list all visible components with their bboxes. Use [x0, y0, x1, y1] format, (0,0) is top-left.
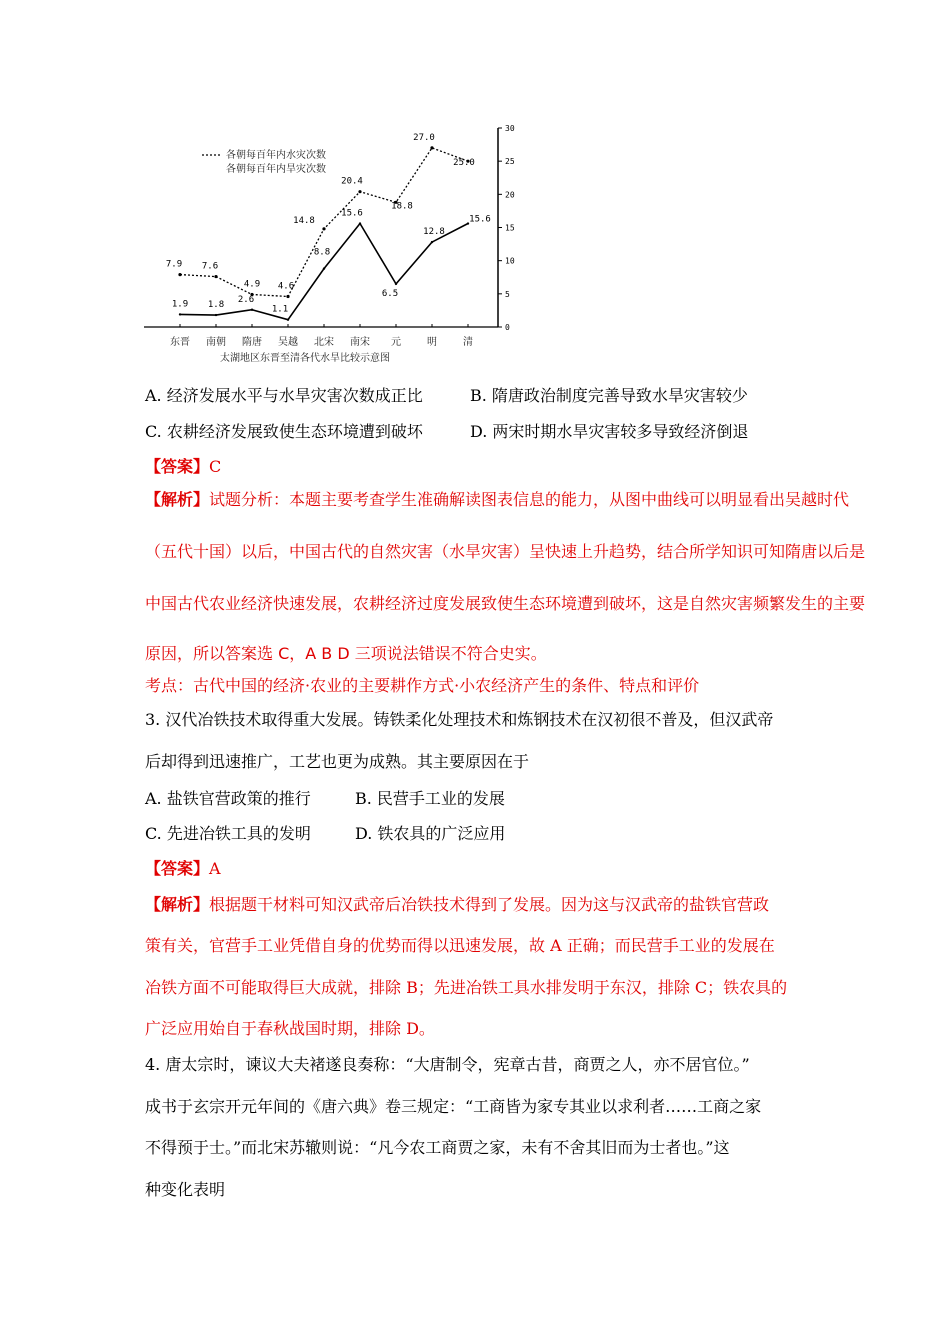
- data-point: [286, 295, 289, 298]
- q3-analysis-line-1: [145, 893, 769, 917]
- q3-option-a[interactable]: A. 盐铁官营政策的推行: [145, 789, 311, 808]
- data-point: [358, 190, 361, 193]
- y-tick-label: 30: [505, 124, 515, 133]
- data-point: [215, 314, 217, 316]
- q2-analysis-text-1: 试题分析：本题主要考查学生准确解读图表信息的能力，从图中曲线可以明显看出吴越时代: [209, 490, 850, 509]
- data-label: 4.6: [277, 281, 295, 292]
- x-tick-label: 南宋: [350, 337, 370, 348]
- y-tick-label: 10: [505, 256, 515, 266]
- q2-answer: [145, 455, 221, 479]
- q3-option-b[interactable]: B. 民营手工业的发展: [355, 789, 505, 808]
- x-tick-label: 清: [463, 337, 473, 348]
- q4-stem-line-2: 成书于玄宗开元年间的《唐六典》卷三规定：“工商皆为家专其业以求利者……工商之家: [145, 1097, 762, 1116]
- data-label: 7.9: [165, 259, 183, 270]
- q3-analysis-line-4: 广泛应用始自于春秋战国时期，排除 D。: [145, 1019, 435, 1038]
- q2-analysis-line-1: [145, 488, 849, 512]
- x-tick-label: 北宋: [314, 337, 334, 348]
- x-tick-label: 明: [427, 337, 437, 348]
- legend-label-flood: 各朝每百年内水灾次数: [226, 150, 326, 161]
- data-point: [251, 309, 253, 311]
- data-point: [431, 241, 433, 243]
- y-tick-label: 0: [505, 323, 510, 332]
- q3-analysis-line-2: 策有关，官营手工业凭借自身的优势而得以迅速发展，故 A 正确；而民营手工业的发展在: [145, 936, 775, 955]
- q3-analysis-label: 【解析】: [145, 895, 210, 914]
- q3-stem-line-2: 后却得到迅速推广，工艺也更为成熟。其主要原因在于: [145, 752, 530, 771]
- q3-answer-label: 【答案】: [145, 859, 210, 878]
- data-point: [179, 313, 181, 315]
- q3-option-d[interactable]: D. 铁农具的广泛应用: [355, 824, 506, 843]
- q3-option-c[interactable]: C. 先进冶铁工具的发明: [145, 824, 311, 843]
- data-point: [178, 273, 181, 276]
- q2-points: 考点：古代中国的经济·农业的主要耕作方式·小农经济产生的条件、特点和评价: [145, 676, 700, 695]
- y-tick-label: 5: [505, 289, 510, 299]
- y-tick-label: 15: [505, 223, 515, 233]
- data-point: [430, 146, 433, 149]
- q2-option-c[interactable]: C. 农耕经济发展致使生态环境遭到破坏: [145, 422, 423, 441]
- data-label: 20.4: [341, 176, 363, 187]
- q3-answer: [145, 857, 221, 881]
- data-label: 2.6: [237, 294, 255, 305]
- q2-analysis-label: 【解析】: [145, 490, 210, 509]
- data-point: [359, 222, 361, 224]
- data-label: 15.6: [341, 208, 363, 219]
- q4-stem-line-1: 4. 唐太宗时，谏议大夫褚遂良奏称：“大唐制令，宪章古昔，商贾之人，亦不居官位。”: [145, 1055, 750, 1074]
- data-point: [287, 319, 289, 321]
- y-tick-label: 25: [505, 157, 515, 167]
- q2-analysis-line-3: 中国古代农业经济快速发展，农耕经济过度发展致使生态环境遭到破坏，这是自然灾害频繁发生的主要: [145, 594, 866, 613]
- q3-answer-value: A: [209, 859, 221, 878]
- q4-stem-line-3: 不得预于士。”而北宋苏辙则说：“凡今农工商贾之家，未有不舍其旧而为士者也。”这: [145, 1138, 730, 1157]
- data-label: 18.8: [391, 201, 413, 212]
- data-label: 4.9: [243, 279, 261, 290]
- x-tick-label: 隋唐: [242, 337, 262, 348]
- q2-analysis-line-4: 原因，所以答案选 C，A B D 三项说法错误不符合史实。: [145, 644, 547, 663]
- data-label: 27.0: [413, 132, 435, 143]
- x-tick-label: 元: [391, 337, 401, 348]
- q2-analysis-line-2: （五代十国）以后，中国古代的自然灾害（水旱灾害）呈快速上升趋势，结合所学知识可知隋唐以后是: [145, 542, 866, 561]
- chart-svg: [140, 120, 530, 370]
- q2-answer-value: C: [209, 457, 222, 476]
- data-label: 8.8: [313, 247, 331, 258]
- data-label: 1.9: [171, 299, 189, 310]
- x-tick-label: 东晋: [170, 337, 190, 348]
- disaster-chart: [140, 120, 530, 370]
- data-label: 1.8: [207, 300, 225, 311]
- q2-option-b[interactable]: B. 隋唐政治制度完善导致水旱灾害较少: [470, 386, 748, 405]
- q3-analysis-line-3: 冶铁方面不可能取得巨大成就，排除 B；先进冶铁工具水排发明于东汉，排除 C；铁农具的: [145, 978, 788, 997]
- q2-option-a[interactable]: A. 经济发展水平与水旱灾害次数成正比: [145, 386, 423, 405]
- data-label: 6.5: [381, 288, 399, 299]
- q3-analysis-text-1: 根据题干材料可知汉武帝后冶铁技术得到了发展。因为这与汉武帝的盐铁官营政: [209, 895, 770, 914]
- data-point: [323, 267, 325, 269]
- data-label: 1.1: [271, 304, 289, 315]
- legend-label-drought: 各朝每百年内旱灾次数: [226, 164, 326, 175]
- x-tick-label: 南朝: [206, 337, 226, 348]
- q3-stem-line-1: 3. 汉代冶铁技术取得重大发展。铸铁柔化处理技术和炼钢技术在汉初很不普及，但汉武帝: [145, 710, 774, 729]
- x-tick-label: 吴越: [278, 337, 298, 348]
- data-point: [214, 275, 217, 278]
- q4-stem-line-4: 种变化表明: [145, 1180, 226, 1199]
- data-label: 14.8: [293, 215, 315, 226]
- data-point: [395, 283, 397, 285]
- data-label: 15.6: [469, 214, 491, 225]
- data-label: 7.6: [201, 261, 219, 272]
- y-tick-label: 20: [505, 190, 515, 200]
- q2-answer-label: 【答案】: [145, 457, 210, 476]
- data-point: [322, 227, 325, 230]
- data-label: 12.8: [423, 227, 445, 238]
- chart-title: 太湖地区东晋至清各代水旱比较示意图: [220, 353, 390, 364]
- q2-option-d[interactable]: D. 两宋时期水旱灾害较多导致经济倒退: [470, 422, 749, 441]
- data-label: 25.0: [453, 158, 475, 169]
